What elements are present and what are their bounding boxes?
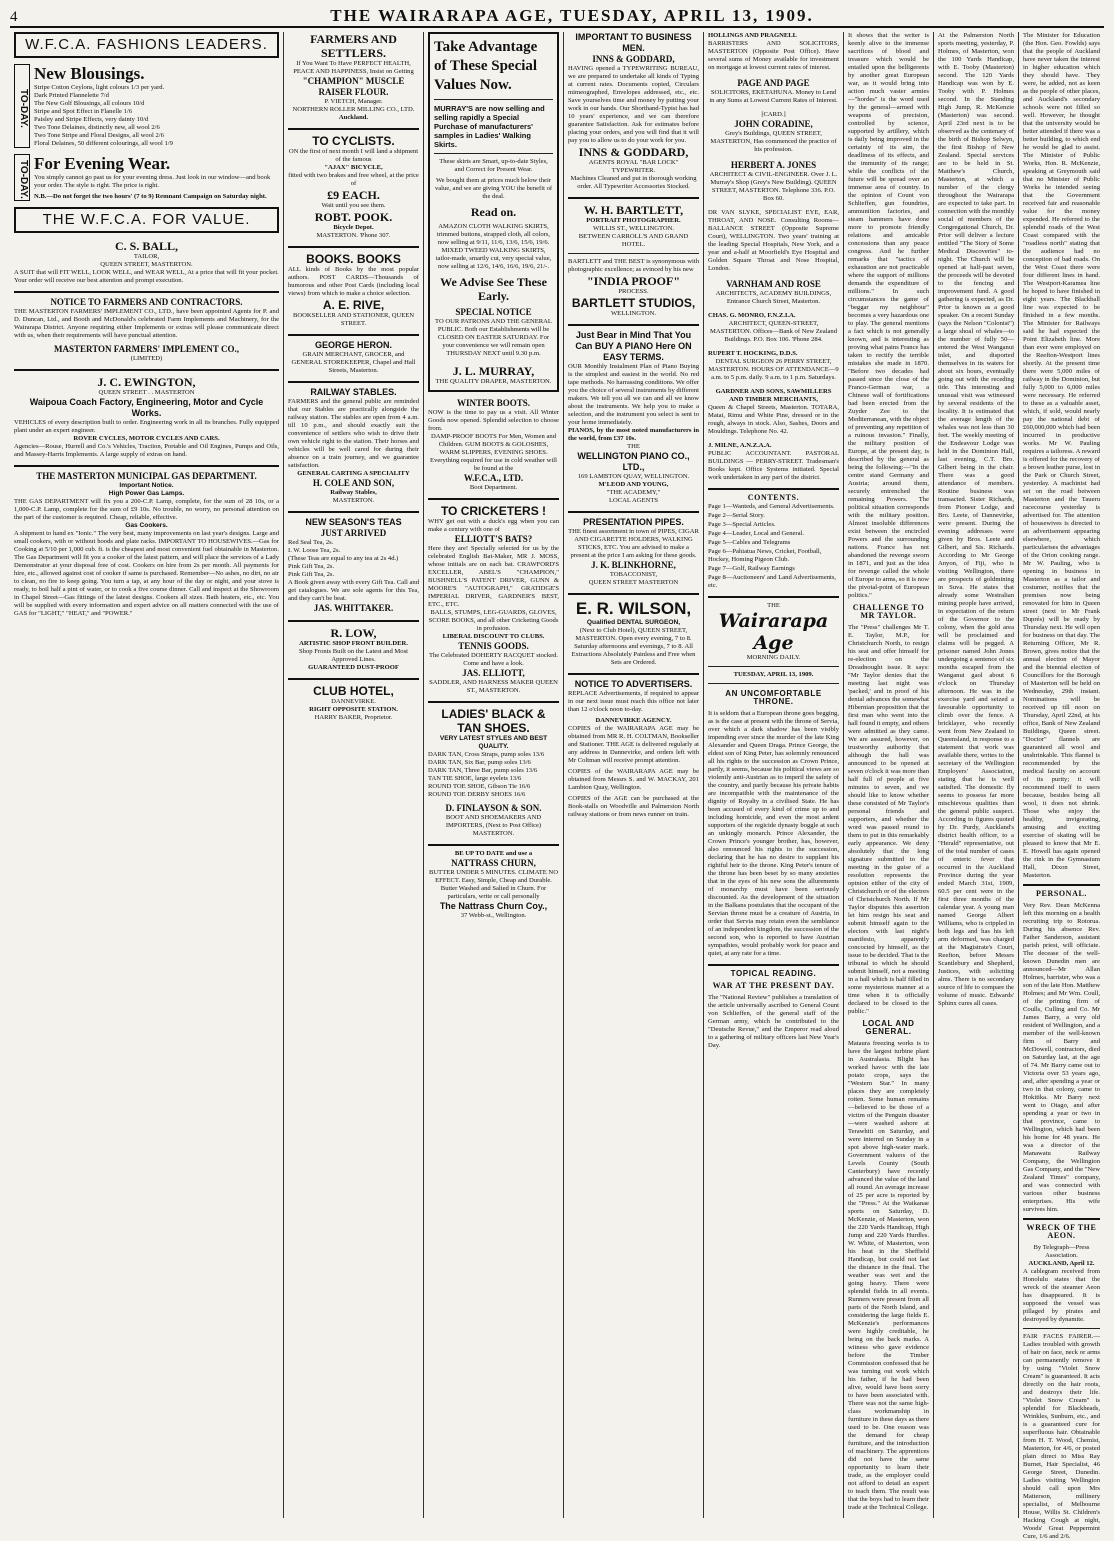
low-ad [288,626,419,672]
low-trade: ARTISTIC SHOP FRONT BUILDER. [299,640,408,647]
inns-name-2: INNS & GODDARD, [578,145,689,159]
bartlett-studios: BARTLETT STUDIOS, [571,296,696,310]
northern-milling: NORTHERN ROLLER MILLING CO., LTD. [292,106,415,113]
monro-ad [708,312,839,344]
divider [708,596,839,598]
pipes-ad [568,517,699,587]
contents-item: Page 3—Special Articles. [708,521,776,528]
varnham-ad [708,279,839,306]
list-item: Two Tone Delaines, distinctly new, all wool 2/6 [34,124,160,131]
ewington-rover: ROVER CYCLES, MOTOR CYCLES AND CARS. [73,435,220,442]
cole-address: MASTERTON. [332,497,375,504]
cricketers-more: Here they are! Specially selected for us by the celebrated English Bat-Maker, MR J. MOSS, whose initials are on each bat. CRAWFORD'S EXCELLER, ABEL'S "CHAMPION," BUSHNELL'S PATENT DRIVER, GUNN & MOORE'S "AUTOGRAPH," GRATIDGE'S IMPERIAL DRIVER, GARDNER'S BEST, ETC., ETC. [428,545,559,608]
column-3 [424,32,564,1518]
ads-text: FAIR FACES FAIRER.—Ladies troubled with growth of hair on face, neck or arms can permanently remove it by using "Violet Snow Cream" is guaranteed. It acts directly on the hair roots, and destroys their life. "Violet Snow Cream" is splendid for Blackheads, Wrinkles, Sunburn, etc., and is a guaranteed cure for superfluous hair. Obtainable from H. T. Wood, Chemist, Masterton, for 4/6, or posted plain direct to Miss Ray Burnet, Hair Specialist, 46 George Street, Dunedin. Ladies visiting Wellington should call upon Mrs Matterson, millinery specialist, of Melbourne House, Willis St. Children's Hacking Cough at night, Woods' Great Peppermint Cure, 1/6 and 2/6. [1023,1333,1100,1540]
divider [1023,1328,1100,1329]
today-vertical-label: TO-DAY. [14,154,30,201]
milne-text: PUBLIC ACCOUNTANT. PASTORAL BUILDINGS — PERRY-STREET. Tradesman's Books kept. Office Systems initiated. Special work undertaken in any part of the district. [708,450,839,481]
read-on-text: AMAZON CLOTH WALKING SKIRTS, trimmed buttons, strapped cloth, all colors, now selling at 9/11, 11/6, 13/6, 15/6, 19/6. MIXED TWEED WALKING SKIRTS, tailor-made, smartly cut, very special value, now selling at 12/6, 14/6, 16/6, 19/6, 21/-. [435,223,552,270]
shoe-item: DARK TAN, Six Bar, pump soles 13/6 [428,759,531,766]
the-label: THE [627,443,640,450]
bartlett-trade: PORTRAIT PHOTOGRAPHER. [586,217,681,224]
divider [288,246,419,248]
column-2 [284,32,424,1518]
nattrass-ad [428,850,559,920]
heron-ad [288,340,419,375]
topical-title: TOPICAL READING. [730,969,817,978]
nattrass-address: 37 Webb-st., Wellington. [460,912,527,919]
list-item: Two Tone Stripe and Floral Designs, all wool 2/6 [34,132,164,139]
wilson-ad [568,599,699,667]
topical-article [708,970,839,1050]
divider [434,153,553,154]
date-line: TUESDAY, APRIL 13, 1909. [733,671,814,678]
cyclists-text: ON the first of next month I will land a shipment of the famous [288,148,419,163]
wfca-value-footer: THE W.F.C.A. FOR VALUE. [14,207,279,233]
ajax-text: fitted with two brakes and free wheel, at the price of [288,172,419,187]
gardner-name: GARDNER AND SONS, SAWMILLERS AND TIMBER MERCHANTS, [715,388,832,403]
wfca-ltd: W.F.C.A., LTD. [463,473,524,483]
nattrass-name: NATTRASS CHURN, [451,858,536,868]
ewington-text: VEHICLES of every description built to order. Engineering work in all its branches. Fully equipped plant under an expert engineer. [14,419,279,434]
wellington-piano: WELLINGTON PIANO CO., LTD., [577,451,690,472]
divider [288,620,419,622]
teas-title: NEW SEASON'S TEAS [305,517,402,527]
club-hotel-ad [288,684,419,722]
cole-name: H. COLE AND SON, [312,478,395,488]
war-text: The "National Review" publishes a translation of the article universally ascribed to General Count von Schlieffen, of the general staff of the German army, which he contributed to the "Deutsche Revue," and the Emperor read aloud to a gathering of military officers last New Year's Day. [708,994,839,1049]
today-evening [14,154,279,201]
ajax-price: £9 EACH. [327,188,380,202]
low-text: Shop Fronts Built on the Latest and Most Approved Lines. [299,648,408,663]
winter-boots-ad [428,398,559,492]
blinkhorne-name: J. K. BLINKHORNE, [591,560,676,570]
divider [568,593,699,595]
cyclists-title: TO CYCLISTS. [312,134,395,148]
divider [14,369,279,371]
gas-lamps: High Power Gas Lamps. [108,490,185,497]
wellington-agency: COPIES of the WAIRARAPA AGE may be obtained from Messrs S. and W. MACKAY, 201 Lambton Quay, Wellington. [568,768,699,791]
ewington-title: Waipoua Coach Factory, Engineering, Motor and Cycle Works. [29,397,264,418]
teas-arrived: JUST ARRIVED [320,528,387,538]
heron-name: GEORGE HERON. [314,340,392,350]
gas-notice: Important Notice. [119,482,174,489]
piano-text: OUR Monthly Instalment Plan of Piano Buying is the simplest and easiest in the world. No red tape methods. No harrassing conditions. We offer you the choice of several instruments by different makers. We tell you all we can and all we know about the instruments. We help you to make a selection, and the instrument you select is sent to your home immediately. [568,363,699,426]
divider [288,678,419,680]
van-slyke-text: DR VAN SLYKE, SPECIALIST EYE, EAR, THROAT, AND NOSE. Consulting Rooms—BALLANCE STREET (Opposite Supreme Court), WELLINGTON. Two years' training at the leading Special Hospitals, New York, and a year and a-half at Moorfield's Eye Hospital and Golden Square Throat and Nose Hospital, London. [708,209,839,272]
ajax-wait: Wait until you see them. [321,202,386,209]
coradine-text: Grey's Buildings, QUEEN STREET, MASTERTON, Has commenced the practice of his profession. [710,130,837,153]
gardner-ad [708,388,839,436]
contents-item: Page 4—Leader, Local and General. [708,530,805,537]
shoe-item: TAN TIE SHOE, large eyelets 13/6 [428,775,522,782]
northern-city: Auckland. [338,114,369,121]
ladies-shoes-title: LADIES' BLACK & TAN SHOES. [441,707,546,735]
ewington-address: QUEEN STREET . . MASTERTON [98,389,195,396]
wilson-text: (Next to Club Hotel), QUEEN STREET, MASTERTON. Open every evening, 7 to 8. Saturday afternoons and evenings, 7 to 8. All Extractions Absolutely Painless and Free when Sets are Ordered. [571,627,696,666]
divider [708,488,839,490]
milne-name: J. MILNE, A.N.Z.A.A. [708,442,772,449]
farmers-company: MASTERTON FARMERS' IMPLEMENT CO., [54,344,239,354]
gas-cookers: Gas Cookers. [125,522,168,529]
divider [568,511,699,513]
divider [288,334,419,336]
divider [428,701,559,703]
jones-text: ARCHITECT & CIVIL-ENGINEER. Over J. L. Murray's Shop (Grey's New Building). QUEEN STREET, MASTERTON. Telephone 336. P.O. Box 60. [709,171,838,202]
personal-text: Very Rev. Dean McKenna left this morning on a health recruiting trip to Rotorua. During his absence Rev. Father Sanderson, assistant parish priest, will officiate. The decease of the well-known Dunedin men are announced—Mr Allan Holmes, barrister, who was a son of the late Hon. Matthew Holmes; and Mr Wm. Coull, of the printing firm of Coulls, Culling and Co. Mr James Barry, a very old resident of Wellington, and a member of the well-known firm of Barry and McDowell, contractors, died on Saturday last, at the age of 74. Mr Barry came out to Victoria over 53 years ago, and, after spending a year or two in that colony, came to Hokitika. Mr Barry next went to Otago, and after spending a year or two in that province, came to Wellington, which had been his home for 48 years. He was a director of the Manawatu Railway Company, the Wellington Gas Company, and the "New Zealand Times" company, and was connected with various other business enterprises. His wife survives him. [1023,902,1100,1213]
challenge-text: The "Press" challenges Mr T. E. Taylor, M.P., for Christchurch North, to resign his seat and offer himself for re-election on the Dreadnought issue. It says: "Mr Taylor denies that the meeting last night was 'packed,' and in proof of his denial advances the somewhat Hibernian proposition that the first man who went into the hall found it empty, and others were admitted as they came. We are assured, however, on trustworthy authority that although the hall was announced to be opened at seven o'clock it was more than half full of people at five minutes to seven, and we should like to know whether these consisted of Mr Taylor's personal friends and supporters, and whether the word was passed round to them to put in this remarkably early appearance. We deny absolutely that the long signature submitted to the meeting in the guise of a resolution represents the opinion either of the city of Christchurch or of the electors of Christchurch North. If Mr Taylor disputes this assertion let him resign his seat and submit himself again to the electors with last night's manifesto, apparently concocted by himself, as the issue to be decided. That is the tribunal to which he should submit himself, not a meeting in a hall which is half filled in some mysterious manner at a time when it is officially declared to be closed to the public." [848,624,929,1015]
liberal-discount: LIBERAL DISCOUNT TO CLUBS. [442,633,545,640]
coradine-name: JOHN CORADINE, [734,119,813,129]
books-title: BOOKS. BOOKS [306,252,401,266]
masthead [10,4,1104,28]
club-text: RIGHT OPPOSITE STATION. [309,706,398,713]
today-vertical-label: TO-DAY. [14,64,30,148]
winter-text: NOW is the time to pay us a visit. All Winter Goods now opened. Splendid selection to choose from. [428,409,559,432]
contents-item: Page 5—Cables and Telegrams [708,539,791,546]
churn-text: BE UP TO DATE and use a [454,850,533,857]
pipes-text: THE finest assortment in town of PIPES, CIGAR AND CIGARETTE HOLDERS, WALKING STICKS, ETC. You are advised to make a present at the price I am asking for these goods. [568,528,699,559]
challenge-title: CHALLENGE TO MR TAYLOR. [852,603,925,620]
club-city: DANNEVIRKE. [331,698,376,705]
balls-text: BALLS, STUMPS, LEG-GUARDS, GLOVES, SCORE BOOKS, and all other Cricketing Goods in profusion. [428,609,559,632]
elliott-name: JAS. ELLIOTT, [462,668,525,678]
varnham-name: VARNHAM AND ROSE [726,279,821,289]
ewington-name: J. C. EWINGTON, [97,375,196,389]
list-item: Dark Printed Flannelette 7/d [34,92,109,99]
wreck-byline: By Telegraph—Press Association. [1033,1244,1090,1259]
divider [288,381,419,383]
personal-title: PERSONAL. [1036,889,1087,898]
blinkhorne-trade: TOBACCONIST, [609,571,658,578]
column-4 [564,32,704,1518]
winter-items: DAMP-PROOF BOOTS For Men, Women and Children. GUM BOOTS & GOLOSHES, WARM SLIPPERS, EVENING SHOES. Everything required for use in cold weather will be found at the [430,433,557,472]
pook-address: MASTERTON. 'Phone 307. [316,232,391,239]
farmers-notice [14,297,279,363]
jones-ad [708,160,839,203]
evening-text: You simply cannot go past us for your evening dress. Just look in our window—and book your order. The style is right. The price is right. [34,174,271,189]
special-text: TO OUR PATRONS AND THE GENERAL PUBLIC. Both our Establishments will be CLOSED ON EASTER SATURDAY. For your convenience we will remain open THURSDAY NEXT until 9.30 p.m. [435,318,552,357]
farmers-notice-text: THE MASTERTON FARMERS' IMPLEMENT CO., LTD., have been appointed Agents for P. and D. Duncan, Ltd., and Booth and McDonald's celebrated Farm Implements and Machinery, for the Wairarapa District. Anyone requiring either Implements or extras will please communicate direct with us, when their requirements will have punctual attention. [14,308,279,339]
divider [434,99,553,100]
heron-text: GRAIN MERCHANT, GROCER, and GENERAL STOREKEEPER, Chapel and Hall Streets, Masterton. [291,351,416,374]
advise-early: We Advise See These Early. [440,275,547,303]
hocking-ad [708,350,839,382]
leader-title: AN UNCOMFORTABLE THRONE. [725,689,822,706]
contents-item: Page 8—Auctioneers' and Land Advertisements, etc. [708,574,837,589]
finlayson-trade: BOOT AND SHOEMAKERS AND IMPORTERS, (Next to Post Office) MASTERTON. [445,814,542,837]
today-blousings [14,64,279,148]
cyclists-ad [288,134,419,240]
cricketers-ad [428,504,559,695]
divider [708,964,839,966]
divider [14,465,279,467]
bartlett-name: W. H. BARTLETT, [583,203,684,217]
milne-ad [708,442,839,482]
pianos-price: PIANOS, by the most noted manufacturers in the world, from £37 10s. [568,427,699,442]
evening-note: N.B.—Do not forget the two hours' (7 to 9) Remnant Campaign on Saturday night. [34,193,267,200]
club-name: CLUB HOTEL, [313,684,394,698]
gas-ad [14,471,279,618]
tea-item: (These Teas are equal to any tea at 2s 4d.) [288,555,399,562]
india-proof: "INDIA PROOF" [587,274,680,288]
mleod-young: M'LEOD AND YOUNG, [598,481,669,488]
whittaker: JAS. WHITTAKER. [313,603,394,613]
tea-item: Pink Gift Tea, 2s. [288,571,335,578]
blinkhorne-address: QUEEN STREET MASTERTON [588,579,679,586]
cricketers-text: WHY get out with a duck's egg when you can make a century with one of [428,518,559,533]
wreck-text: A cablegram received from Honolulu states that the wreck of the steamer Aeon has disappeared. It is supposed the vessel was pillaged by pirates and destroyed by dynamite. [1023,1268,1100,1323]
divider [428,498,559,500]
piano-title: Just Bear in Mind That You Can BUY A PIANO Here ON EASY TERMS. [575,330,692,362]
india-process: PROCESS. [618,288,649,295]
column-6-text [844,32,934,1518]
wilson-trade: Qualified DENTAL SURGEON, [586,619,681,626]
important-title: IMPORTANT TO BUSINESS MEN. [575,32,692,53]
hocking-name: RUPERT T. HOCKING, D.D.S. [708,350,798,357]
farmers-company-sub: (LIMITED) [130,355,163,362]
farmers-settlers-ad [288,32,419,122]
winter-title: WINTER BOOTS. [456,398,531,408]
carting: GENERAL CARTING A SPECIALITY [297,470,410,477]
murray-prices: We bought them at prices much below their value, and we are giving YOU the benefit of the deal. [434,177,553,200]
monro-text: ARCHITECT, QUEEN-STREET, MASTERTON. Offices—Bank of New Zealand Buildings. P.O. Box 106. 'Phone 284. [710,320,837,343]
tea-item: I. W. Loose Tea, 2s. [288,547,341,554]
list-item: Stripe and Spot Effect in Flanelle 1/6 [34,108,133,115]
editorial-masthead [708,602,839,684]
ewington-ad [14,375,279,459]
books-text: ALL kinds of Books by the most popular authors. POST CARDS—Thousands of humorous and other Post Cards (including local views) from which to make a choice selection. [288,266,419,297]
teas-ad [288,517,419,614]
hollings-ad [708,32,839,72]
inns-agents: AGENTS ROYAL "BAR LOCK" TYPEWRITER. [588,159,679,174]
elliott-bats: ELLIOTT'S BATS? [454,534,533,544]
divider [1023,884,1100,886]
blousings-list [34,84,279,148]
blousings-title: New Blousings. [34,64,145,83]
academy: "THE ACADEMY," [606,489,661,496]
divider [14,291,279,293]
column-5 [704,32,844,1518]
divider [1023,1218,1100,1220]
local-continued: At the Palmerston North sports meeting, yesterday, P. Holmes, of Masterton, won the 100 Yards Handicap, with E. Tooby (Masterton) second. The 120 Yards Handicap was won by E. Tooby with P. Holmes second. In the Standing High Jump, R. McKenzie (Masterton) was second. April 23rd next is to be observed as the centenary of the birth of Bishop Selwyn, the first Bishop of New Zealand. Special services are to be held in St. Matthew's Church, Masterton, at which a number of the clergy throughout the Wairarapa are expected to take part. In connection with the monthly social of members of the Congregational Church, Dr. Prior will deliver a lecture entitled "The Story of Some Medical Discoveries" to-night. The Church will be opened at half-past seven, the proceeds will be devoted to the fencing and improvement fund. A good gathering is expected, as Dr. Prior is known as a good speaker. On a recent Sunday (says the Nelson "Colonist") a large shoal of whales—to the number of fully 50—entered the West Wanganui inlet, and disported themselves in its waters for about six hours, eventually going out with the receding tide. This interesting and unusual visit was witnessed by several residents of the locality. It is estimated that the average length of the whales was not less than 30 feet. The weekly meeting of the Endeavour Lodge was held in the Dominion Hall, last evening, C.T. Bro. Gilbert being in the chair. There was a good attendance of members. Routine business was transacted. Sister Richards, from Pioneer Lodge, and Bro. Leete, of Dannevirke, were present. During the evening addresses were given by Bros. Leete and Gilbert, and Sis. Richards. According to Mr George Anyon, of Fiji, who is visiting Wellington, there are prospects of goldmining in Suva. He states that already some Westralian mining people have arrived, in expectation of the return of the Governor to the colony, when the gold area will be proclaimed and claims will be pegged. A prisoner named John Jones undergoing a sentence of six months escaped from the Wanganui gaol about 6 o'clock on Thursday afternoon. He was in the exercise yard and seized a favourable opportunity to climb over the fence. A bricklayer, who recently went from New Zealand to Queensland, in response to a statement that work was available there, writes to the secretary of the Wellington Employers' Association, stating that he is well satisfied. The domestic fly seems to possess far more mischievous qualities than the general public suspect. According to figures quoted by Dr. Purdy, Auckland's district health officer, to a "Herald" representative, out of the total number of cases of enteric fever that occurred in the Auckland Province during the year ended March 31st, 1909, 60.5 per cent were in the first three months of the calendar year. A young man named George Albert Williams, who is crippled in both legs and has his left arm deformed, was charged at the Magistrate's Court, Reefton, before Messrs Scantlebury and Shepherd, Justices, with soliciting alms. There is no secondary source of life to compare the volume of music. Edwards' Sphinx cures all cases. [938,32,1014,1007]
wreck-dateline: AUCKLAND, April 12. [1028,1260,1095,1267]
shoes-ad [428,707,559,838]
list-item: Stripe Cotton Ceylons, light colours 1/3 per yard. [34,84,165,91]
hocking-text: DENTAL SURGEON 26 PERRY STREET, MASTERTON. HOURS OF ATTENDANCE—9 a.m. to 5 p.m. daily. 9 a.m. to 1 p.m. Saturdays. [708,358,839,381]
local-continued-2: The Minister for Education (the Hon. Geo. Fowlds) says that the people of Auckland have never taken the interest in higher education which they should have. They were, he added, not as keen as the people of other places, and Auckland's secondary schools were not filled so well. However, he thought that the university would be better attended if there was a better building, to which end he would be glad to assist. The Minister of Public Works, Hon. R. McKenzie, speaking at Greymouth said that no Minister of Public Works he intended seeing that the Government received fair and reasonable value for the money expended. He referred to the splendid roads of the West Coast compared with the "roadless north" stating that the audience had no conception of bad roads. On the West Coast there were four different lines in hand. The Westport-Karamea line he hoped to have finished in eight years. The Blackball line was expected to be finished in a few months. The Minister for Railways said he had expected the Point Elizabeth line. More than ever were employed on the Reefton-Westport lines shortly. At the present time there were 5,000 miles of railway in the Dominion, but fully 5,000 to 6,000 miles were necessary. He referred to these as a valuable asset, which, if sold, would nearly pay the national debt of £60,000,000 which had been incurred in productive works. Mr W. Pauling requires a tailoress. A reward is offered for the recovery of a brown leather purse, lost in the Park or Church Street, yesterday. A machinist had set on the road between Masterton and the Taueru racecourse yesterday is advertised for. The attention of housewives is directed to an advertisement appearing elsewhere, which particularises the advantages of the Orion cooking range. Mr W. Pauling, who is opening in business in Masterton as a tailor and costumer, notifies that the premises now being renovated for him in Queen street (next to Mr Frank Duprés) will be ready by Thursday next. He will open for business on that day. The Returning Officer, Mr R. Brown, gives notice that the annual election of Mayor and the biennial election of Councillors for the Borough of Masterton will be held on Wednesday, 29th instant. Nominations will be received up till noon on Thursday, April 22nd, at his office, Bank of New Zealand Buildings, Queen street. "Doctor" flannels are guaranteed all wool and unshrinkable. This flannel is recommended by the medical faculty on account of its purity; it will recommend itself to users because, besides being all wool, it does not shrink. Those who enjoy the healthy, invigorating, amusing and exciting exercise of skating will be pleased to know that Mr E. E. Howell has again opened the rink in the Gymnasium Hall, Dixon Street, Masterton. [1023,32,1100,879]
ladies-shoes-sub: VERY LATEST STYLES AND BEST QUALITY. [439,735,548,750]
finlayson-name: D. FINLAYSON & SON. [445,803,542,813]
list-item: The New Golf Blousings, all colours 10/d [34,100,145,107]
ball-address: QUEEN STREET, MASTERTON. [100,261,193,268]
wfca-dept: Boot Department. [469,484,518,491]
ewington-agencies: Agencies—Rouse, Hurrell and Co.'s Vehicles, Traction, Portable and Oil Engines, Pumps and Oils, and Massey-Harris Implements. A large supply of extras on hand. [14,443,279,458]
farmers-notice-title: NOTICE TO FARMERS AND CONTRACTORS. [50,297,243,307]
leader-article [708,690,839,958]
gas-head: THE MASTERTON MUNICIPAL GAS DEPARTMENT. [36,471,257,481]
paper-name: Wairarapa Age [718,610,829,654]
morning-daily: MORNING DAILY. [746,654,801,661]
advantage-title: Take Advantage of These Special Values Now. [434,39,538,93]
hollings-name: HOLLINGS AND PRAGNELL [708,32,798,39]
tennis-text: The Celebrated DOHERTY RACQUET stocked. Come and have a look. [428,652,559,667]
murray-text: MURRAY'S are now selling and selling rapidly a Special Purchase of manufacturers' samples in Ladies' Walking Skirts. [434,104,545,149]
inns-machines: Machines Cleaned and put in thorough working order. All Typewriter Accessories Stocked. [570,175,697,190]
tea-item: Pink Gift Tea, 2s. [288,563,335,570]
contents-item: Page 6—Pahiatua News, Cricket, Football, Hockey, Homing Pigeon Club. [708,548,822,563]
books-ad [288,252,419,328]
monro-name: CHAS. G. MONRO, F.N.Z.I.A. [708,312,796,319]
stables-ad [288,387,419,505]
farmers-text: If You Want To Have PERFECT HEALTH, PEACE AND HAPPINESS, Insist on Getting [293,60,414,75]
ball-text: A SUIT that will FIT WELL, LOOK WELL, and WEAR WELL, At a price that will fit your pocket. Your order will receive our best attention and prompt execution. [14,269,279,284]
bartlett-text: BARTLETT and THE BEST is synonymous with photographic excellence; as evinced by his new [568,258,699,273]
pook-name: ROBT. POOK. [314,210,393,224]
gas-cookers-text: A shipment to hand ex "Ionic." The very best, many improvements on last year's designs. Large and small cookers, with or without hoods and plate racks. IMPORTANT TO HOUSEWIVES.—Gas for Cooking at 5/10 per 1,000 cub. ft. is the cheapest and most convenient fuel obtainable in Masterton. The Gas Department will fit you a cooker of the latest pattern, and will place the services of a Lady Demonstrator at your disposal free of cost. Cookers on hire from 2s per month. All payments for hire, etc., allowed against cost of cooker if same is purchased. Remember—No ashes, no dirt, no air to clean, no fire to keep going. You turn a tap, at any hour of the day or night, and your stove is ready, to boil half a pint of water, or to cook a five course dinner. Call and inspect at the Showroom in Chapel Street—Gas fittings of the latest designs. Cookers all sizes. Bath heaters, etc., etc. You will be supplied with every information and expert advice on all matters connected with the use of GAS for "LIGHT," "HEAT," and "POWER." [14,530,279,617]
inns-name: INNS & GODDARD, [592,54,675,64]
hollings-text: BARRISTERS AND SOLICITORS, MASTERTON (Opposite Post Office). Have several sums of Money available for investment on mortgage at lowest current rates of interest. [708,40,839,71]
local-agents: LOCAL AGENTS [608,497,659,504]
pook-trade: Bicycle Depot. [333,224,374,231]
divider [428,844,559,846]
contents-item: Page 2—Serial Story. [708,512,765,519]
pipes-title: PRESENTATION PIPES. [583,517,684,527]
advertisers-notice [568,679,699,819]
advertisers-title: NOTICE TO ADVERTISERS. [574,679,693,689]
divider [568,253,699,254]
ball-trade: TAILOR, [133,253,160,260]
shoe-item: ROUND TOE DERBY SHOES 16/6 [428,791,526,798]
bartlett-address: WILLIS ST., WELLINGTON. [592,225,675,232]
wfca-header: W.F.C.A. FASHIONS LEADERS. [14,32,279,58]
low-name: R. LOW, [330,626,377,640]
page-ad [708,78,839,105]
column-1 [10,32,284,1518]
advertisers-text: REPLACE Advertisements, if required to appear in our next issue must reach this office not later than 12 o'clock noon to-day. [568,690,699,713]
contents-item: Page 7—Golf, Railway Earnings [708,565,795,572]
column-7 [934,32,1019,1518]
champion-flour: "CHAMPION" MUSCLE RAISER FLOUR. [302,76,405,97]
ball-name: C. S. BALL, [114,239,179,253]
nattrass-company: The Nattrass Churn Coy., [439,901,548,911]
divider [568,673,699,675]
gardner-text: Queen & Chapel Streets, Masterton. TOTARA, Matai, Rimu and White Pine, dressed or in the rough, always in stock. Also, Sashes, Doors and Mouldings. Telephone No. 42. [708,404,839,435]
stables-text: FARMERS and the general public are reminded that our Stables are practically alongside the railway station. The stables are open from 4 a.m. till 10 p.m., and should exactly suit the convenience of settlers who wish to drive their own vehicle right to the station. Their horses and vehicles will be well cared for during their absence on a train journey, and we guarantee satisfaction. [288,398,419,469]
teas-text: A Book given away with every Gift Tea. Call and get catalogues. We are sole agents for this Tea, and they can't be beat. [288,579,419,602]
murray-sub: These skirts are Smart, up-to-date Styles, and Correct for Present Wear. [439,158,548,173]
dannevirke-text: COPIES of the WAIRARAPA AGE may be obtained from MR R. H. COLTMAN, Bookseller and Stationer. THE AGE is delivered regularly at any address in Dannevirke, and orders left with Mr Coltman will receive prompt attention. [568,725,699,764]
jl-murray: J. L. MURRAY, [452,364,535,378]
rive-address: BOOKSELLER AND STATIONER, QUEEN STREET. [292,312,415,327]
cricketers-title: TO CRICKETERS ! [440,504,547,518]
murray-ad [428,32,559,392]
page-number: 4 [10,9,18,25]
club-proprietor: HARRY BAKER, Proprietor. [314,714,393,721]
list-item: Paisley and Stripe Effects, very dainty 10/d [34,116,149,123]
inns-goddard-ad [568,32,699,191]
van-slyke-ad [708,209,839,273]
the-label: THE [767,602,780,609]
elliott-trade: SADDLER, AND HARNESS MAKER QUEEN ST., MASTERTON. [429,679,558,694]
wilson-name: E. R. WILSON, [575,599,692,618]
page-text: SOLICITORS, EKETAHUNA. Money to Lend in any Sums at Lowest Current Rates of Interest. [709,89,838,104]
divider [568,197,699,199]
tea-item: Red Seal Tea, 2s. [288,539,334,546]
newspaper-title: THE WAIRARAPA AGE, TUESDAY, APRIL 13, 1909. [330,6,814,25]
contents-section [708,494,839,590]
war-title: WAR AT THE PRESENT DAY. [712,981,835,990]
local-text: Mataura freezing works is to have the largest turbine plant in Australasia. Blight has worked havoc with the late potato crops, says the "Western Star." In many places they are completely rotten. Some human remains—believed to be those of a victim of the Penguin disaster—were washed ashore at Terawhiti on Saturday, and were interred on Sunday in a spot above high-water mark. Government valuers of the Levels County (South Canterbury) have recently advanced the value of the land all round. An average increase of 25 per acre is reported by the "Press." At the Waikanae sports on Saturday, D. McKenzie, of Masterton, won the 220 Yards Handicap, High Jump and 220 Yards Hurdles. W. White, of Masterton, won his heat in the Sheffield Handicap, but could not last the distance in the final. The weather was wet and the going heavy. There were splendid fields in all events. Runners were present from all parts of the North Island, and considering the large fields E. McKenzie's performances were highly creditable, he being on the back marks. A witness who gave evidence before the Timber Commission confessed that he was turning out work which his father, if he had been alive, would have been sorry to have been associated with. There was not the same high-class workmanship in furniture in these days as there used to be. One reason was the demand for cheap furniture, and the introduction of machinery. The apprentices did not have the same opportunity to learn their trade, as the employer could not afford to detail an expert to teach them. The result was that the boys had to learn their trade at the Technical College. [848,1040,929,1511]
gas-text: THE GAS DEPARTMENT will fix you a 200-C.P. Lamp, complete, for the sum of 28 10s, or a 1,000-C.P. Lamp, complete for the sum of £9 10s. No trouble, no worry, no personal attention on the part of the customer is required. Cheap, reliable, effective. [14,498,279,521]
column-8 [1019,32,1104,1540]
wreck-title: WRECK OF THE AEON. [1026,1223,1097,1240]
card-label: [CARD.] [761,111,786,118]
divider [288,128,419,130]
divider [288,511,419,513]
piano-ad [568,330,699,505]
special-notice: SPECIAL NOTICE [455,307,532,317]
jl-murray-sub: THE QUALITY DRAPER, MASTERTON. [435,378,552,385]
contents-item: Page 1—Wanteds, and General Advertisements. [708,503,835,510]
stables-title: RAILWAY STABLES. [310,387,397,397]
list-item: Floral Delaines, 50 different colourings, all wool 1/9 [34,140,173,147]
cole-trade: Railway Stables, [330,489,377,496]
ajax-bicycle: "AJAX" BICYCLE, [324,164,383,171]
inns-text: HAVING opened a TYPEWRITING BUREAU, we are prepared to undertake all kinds of Typing at current rates. Documents copied, Circulars mimeographed, Envelopes addressed, etc., etc. Save yourselves time and money by putting your work in our hands. Our Shorthand-Typist has had 10 years' experience, and we can therefore guarantee Satisfaction. Ask for estimates before placing your orders, and you will find that it will pay you to allow us to do your work for you. [568,65,699,144]
ball-ad [14,239,279,285]
jones-name: HERBERT A. JONES [730,160,817,170]
war-continued: It shows that the writer is keenly alive to the immense sacrifices of blood and treasure which would be entailed upon the belligerents by another great European war, as it would bring into action much vaster armies—"hordes" is the word used by the general—armed with weapons of precision, controlled by science, supported by artillery, which is daily being improved in the certainty of its aim, the deadliness of its effects, and the immunity of its range; while the conflicts of the future will be spread over an immense area of country. In the opinion of Count von Schlieffen, gun foundries, ammunition factories, and steam hammers have done more to promote friendly relations and amicable concessions than any peace congress. And he further remarks that "tactics of exhaustion are not practicable where the support of millions demands the expenditure of millions." In such circumstances the game of "beggar my neighbour" becomes a very hazardous one to play. The general mentions a fact which is not generally known, and is interesting as proving what pains France has taken to rectify the terrible mistakes she made in 1870. "Before two decades had passed since the close of the Franco-German war, a Chinese wall of fortifications had been erected from the Zuyder Zee to the Mediterranean, with the object of preventing any repetition of a ruinous invasion." Finally, the military position of Europe, at the present day, is described by the general as being the following:—"In the centre stand Germany and Austria; around them, securely entrenched the remaining Powers. The political situation corresponds with the military position. Almost insoluble differences exist between the encircled Powers and the surrounding nations. France has not abandoned the revenge sworn in 1871, and just as the idea for revenge called the whole of Europe to arms, so it is now the pivotal-point of European politics." [848,32,929,599]
evening-title: For Evening Wear. [34,154,171,173]
farmers-title: FARMERS AND SETTLERS. [310,32,397,60]
varnham-text: ARCHITECTS, ACADEMY BUILDINGS, Entrance Church Street, Masterton. [715,290,832,305]
divider [708,666,839,667]
vietch: P. VIETCH, Manager. [324,98,383,105]
stations-text: COPIES of the AGE can be purchased at the Book-stalls on Woodville and Palmerston North railway stations or from news runner on train. [568,795,699,818]
rive-name: A. E. RIVE, [322,298,385,312]
contents-title: CONTENTS. [747,493,800,502]
shoe-item: DARK TAN, Three Bar, pump soles 13/6 [428,767,538,774]
local-title: LOCAL AND GENERAL. [862,1019,915,1036]
shoe-item: DARK TAN, Cross Straps, pump soles 13/6 [428,751,545,758]
bartlett-between: BETWEEN CARROLL'S AND GRAND HOTEL. [578,233,689,248]
tennis-goods: TENNIS GOODS. [458,641,529,651]
divider [708,683,839,684]
page-name: PAGE AND PAGE [737,78,810,88]
dannevirke-agency: DANNEVIRKE AGENCY. [595,717,672,724]
read-on: Read on. [470,205,517,219]
shoe-item: ROUND TOE SHOE, Gibson Tie 16/6 [428,783,531,790]
coradine-ad [708,111,839,154]
bartlett-ad [568,203,699,318]
nattrass-text: BUTTER UNDER 5 MINUTES. CLIMATE NO EFFECT. Easy, Simple, Cheap and Durable. Butter Washed and Salted in Churn. For particulars, write or call personally [429,869,558,900]
wellington-address: 169 LAMBTON QUAY, WELLINGTON. [577,473,690,480]
leader-text: It is seldom that a European throne goes begging, as is the case at present with the throne of Servia, over which a dark shadow has been visibly impending ever since the murder of the late King Alexander and Queen Draga. Prince George, the eldest son of King Peter, has solemnly renounced all his rights to the succession as Crown Prince, partly, it seems, because his political views are so violently anti-Austrian as to imperil the safety of the country, and partly because his private habits are incompatible with the maintenance of the dignity of Royalty in a civilised State. He has been accused of every kind of crime up to and including homicide, and even the most ardent supporters of the regicide dynasty boggle at such an unkingly monarch. Prince Alexander, the Crown Prince's younger brother, has, however, also renounced his rights to the succession, declaring that he has no desire to supplant his rightful heir to the throne. King Peter's tenure of the throne has been beset by so many anxieties that in the eyes of his new sons the allurements of monarchy must have been seriously discounted. As the development of the situation in the Balkans postulates that the occupant of the Servian throne must be a creature of Austria, in order that Servia may retain even the semblance of an independent kingdom, the succession of the second son, who is reported to have Austrian sympathies, would probably work for peace and quiet, at any rate for a time. [708,710,839,957]
low-guarantee: GUARANTEED DUST-PROOF [308,664,399,671]
bartlett-city: WELLINGTON. [610,310,657,317]
divider [568,324,699,326]
